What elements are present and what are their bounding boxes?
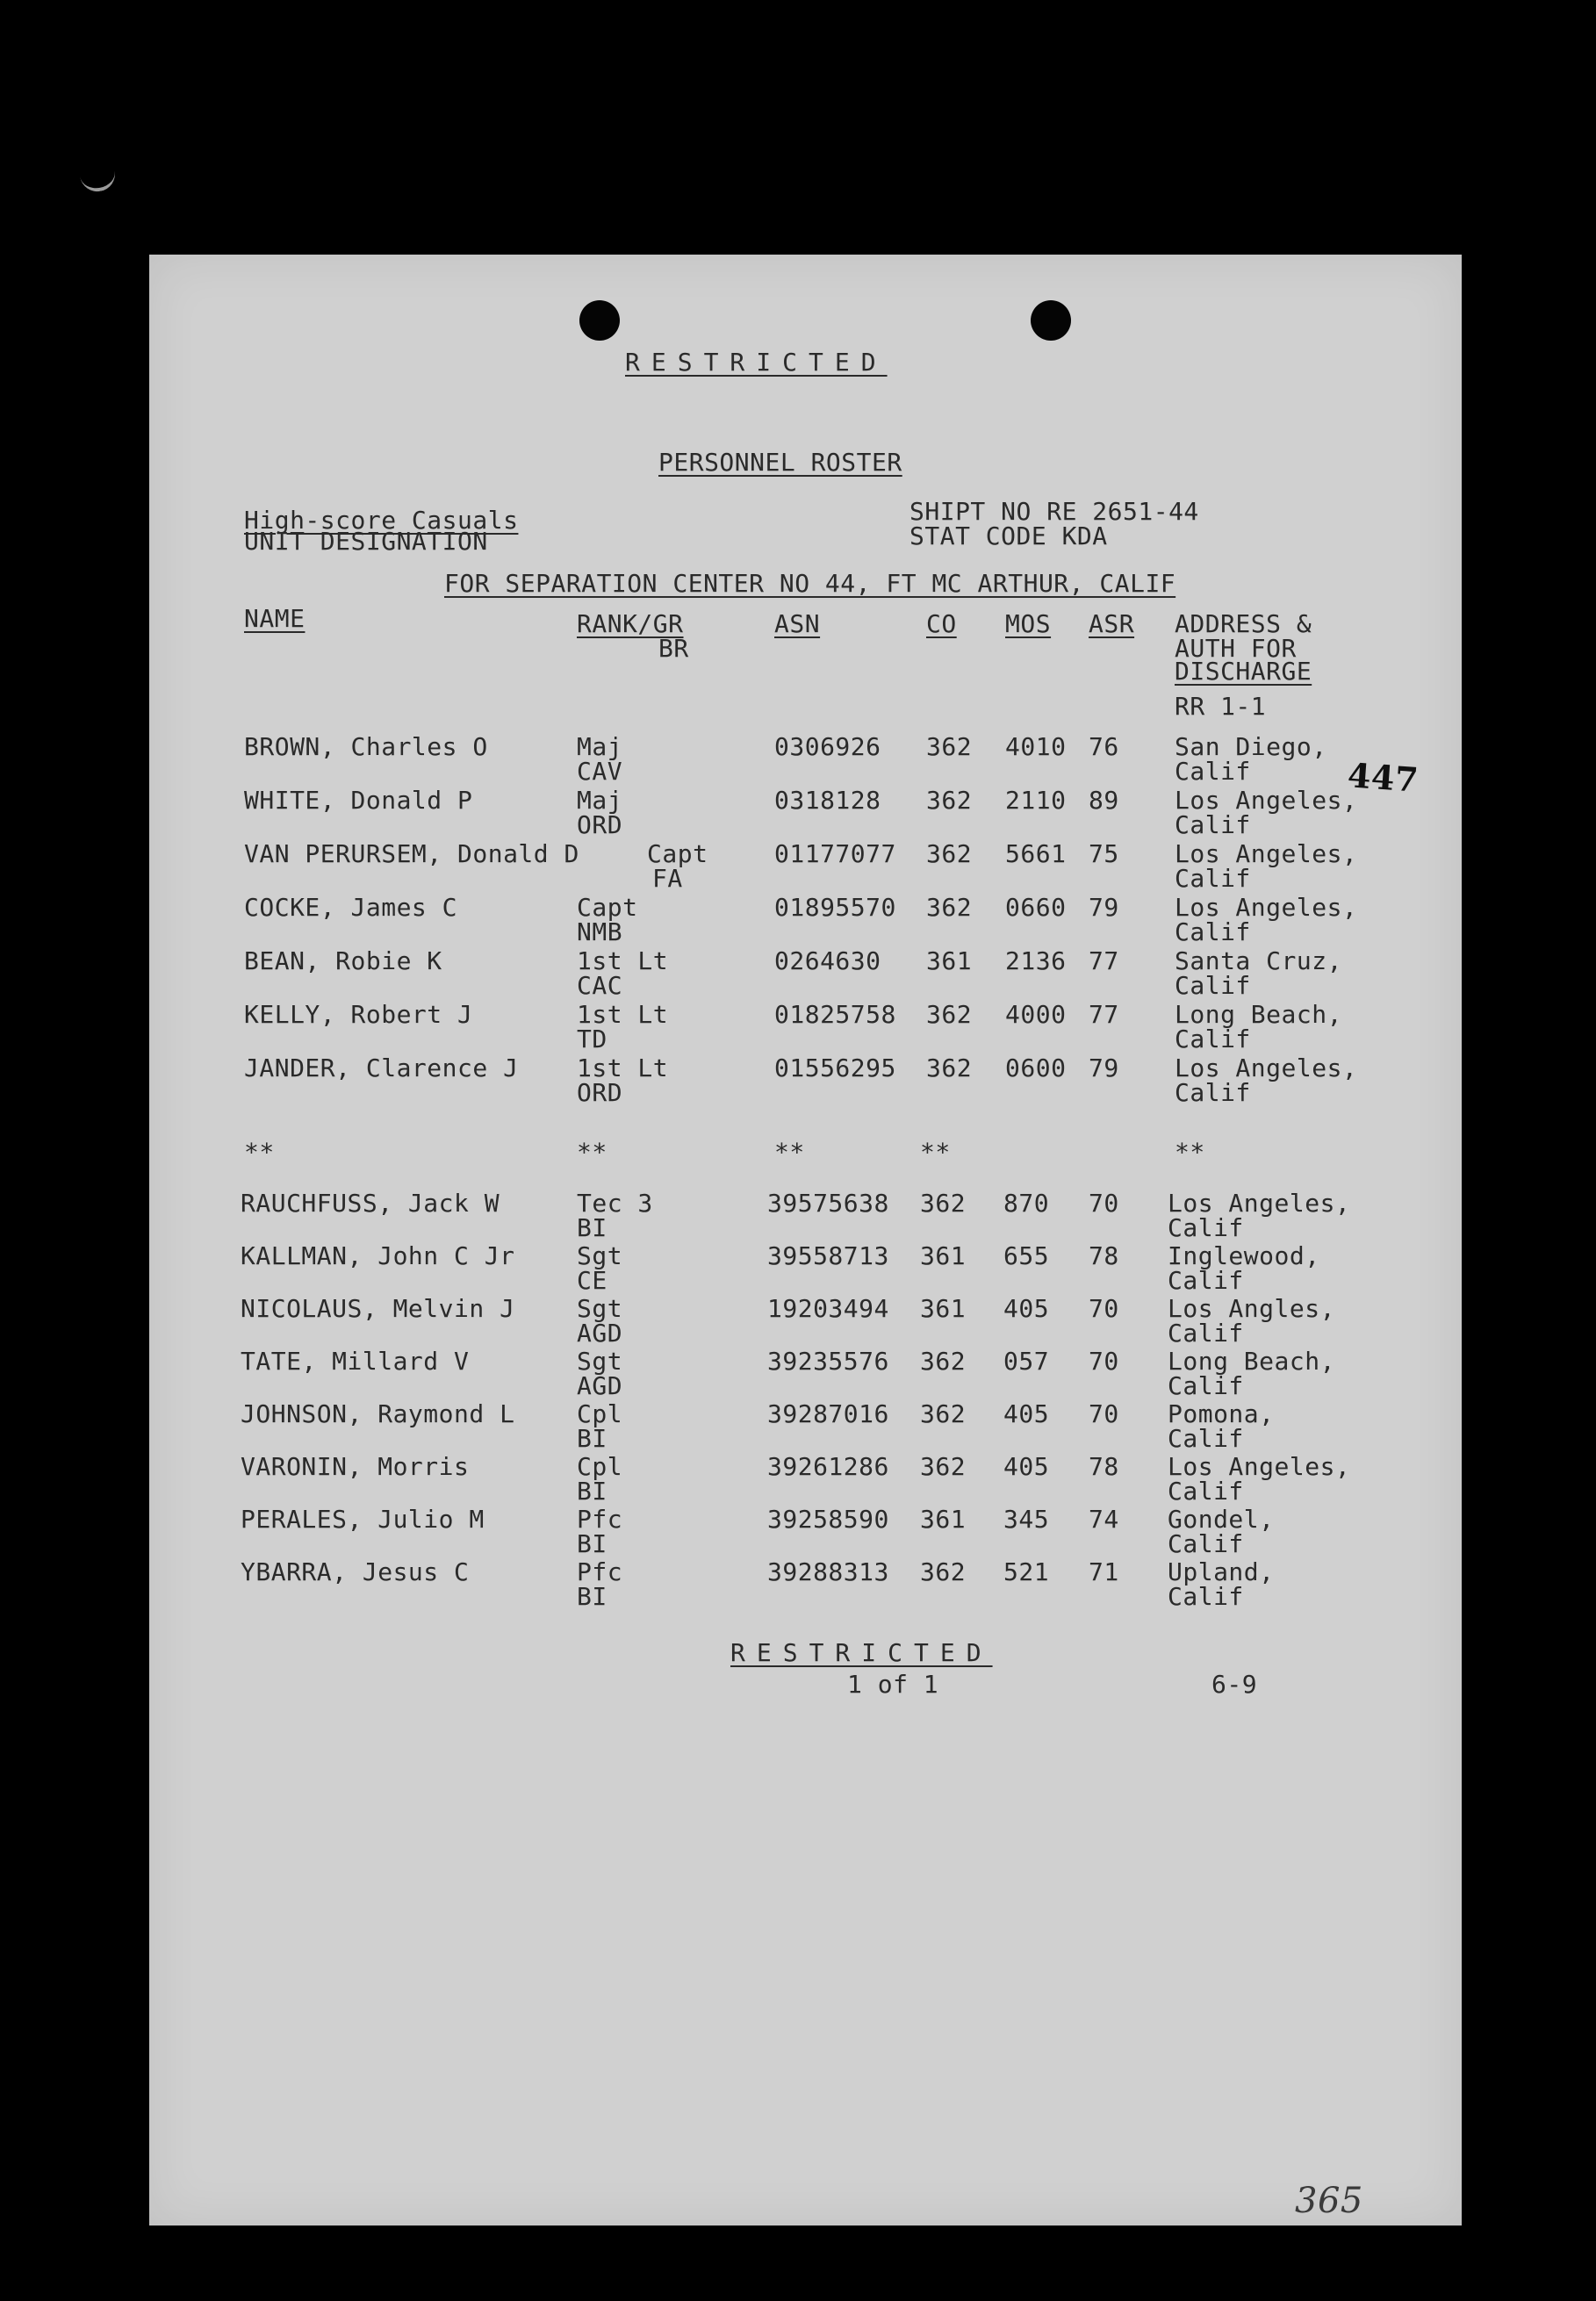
row-mos: 870: [1003, 1189, 1050, 1218]
row-branch: ORD: [577, 810, 623, 839]
row-asn: 39287016: [767, 1399, 889, 1428]
row-name: RAUCHFUSS, Jack W: [241, 1189, 500, 1218]
row-co: 361: [920, 1241, 967, 1270]
row-address-state: Calif: [1175, 1025, 1251, 1053]
row-address-state: Calif: [1175, 1078, 1251, 1107]
page-number: 1 of 1: [847, 1670, 939, 1699]
row-address-state: Calif: [1168, 1582, 1244, 1611]
row-asr: 79: [1089, 893, 1119, 922]
row-mos: 655: [1003, 1241, 1050, 1270]
row-rank: Sgt: [577, 1294, 623, 1323]
row-asn: 0306926: [774, 732, 881, 761]
row-co: 361: [920, 1505, 967, 1534]
row-address-state: Calif: [1175, 971, 1251, 1000]
row-address-state: Calif: [1175, 864, 1251, 893]
row-asr: 71: [1089, 1557, 1119, 1586]
punch-hole: [1031, 300, 1071, 341]
row-asr: 70: [1089, 1347, 1119, 1376]
row-rank: Cpl: [577, 1399, 623, 1428]
row-asn: 39261286: [767, 1452, 889, 1481]
row-asr: 79: [1089, 1053, 1119, 1082]
separator-mark: **: [577, 1138, 607, 1167]
separator-mark: **: [1175, 1138, 1205, 1167]
row-address-city: Los Angeles,: [1175, 786, 1358, 815]
col-authority: RR 1-1: [1175, 692, 1267, 721]
row-name: WHITE, Donald P: [244, 786, 473, 815]
row-rank: Maj: [577, 732, 623, 761]
row-asr: 89: [1089, 786, 1119, 815]
row-rank: Tec 3: [577, 1189, 653, 1218]
row-address-city: Santa Cruz,: [1175, 946, 1342, 975]
row-co: 362: [926, 839, 973, 868]
row-address-city: Pomona,: [1168, 1399, 1275, 1428]
form-code: 6-9: [1211, 1670, 1258, 1699]
row-mos: 5661: [1005, 839, 1067, 868]
col-asn: ASN: [774, 609, 821, 638]
row-asr: 76: [1089, 732, 1119, 761]
row-branch: BI: [577, 1477, 607, 1506]
row-rank: 1st Lt: [577, 1053, 669, 1082]
row-address-state: Calif: [1168, 1424, 1244, 1453]
row-rank: Capt: [647, 839, 708, 868]
row-address-city: Upland,: [1168, 1557, 1275, 1586]
separator-mark: **: [920, 1138, 951, 1167]
col-asr: ASR: [1089, 609, 1135, 638]
row-branch: CAV: [577, 757, 623, 786]
row-name: JANDER, Clarence J: [244, 1053, 519, 1082]
unit-label: UNIT DESIGNATION: [244, 527, 488, 556]
row-mos: 405: [1003, 1452, 1050, 1481]
row-mos: 057: [1003, 1347, 1050, 1376]
classification-bottom: RESTRICTED: [730, 1638, 993, 1667]
document-title: PERSONNEL ROSTER: [658, 448, 902, 477]
row-address-city: Long Beach,: [1175, 1000, 1342, 1029]
row-rank: Capt: [577, 893, 638, 922]
row-branch: TD: [577, 1025, 607, 1053]
row-asn: 19203494: [767, 1294, 889, 1323]
row-co: 361: [920, 1294, 967, 1323]
row-mos: 2110: [1005, 786, 1067, 815]
col-address-3: DISCHARGE: [1175, 657, 1312, 686]
separator-mark: **: [774, 1138, 805, 1167]
separator-mark: **: [244, 1138, 275, 1167]
row-co: 362: [926, 786, 973, 815]
col-rank-gr: RANK/GR: [577, 609, 684, 638]
row-address-state: Calif: [1175, 917, 1251, 946]
row-name: JOHNSON, Raymond L: [241, 1399, 515, 1428]
row-branch: AGD: [577, 1319, 623, 1348]
col-address-2: AUTH FOR: [1175, 634, 1297, 663]
shipment-number: SHIPT NO RE 2651-44: [909, 497, 1199, 526]
row-asr: 78: [1089, 1452, 1119, 1481]
handwritten-page-number: 365: [1295, 2181, 1363, 2221]
row-branch: ORD: [577, 1078, 623, 1107]
destination: FOR SEPARATION CENTER NO 44, FT MC ARTHUR, CALIF: [444, 569, 1176, 598]
col-mos: MOS: [1005, 609, 1052, 638]
row-asn: 39558713: [767, 1241, 889, 1270]
row-asr: 70: [1089, 1294, 1119, 1323]
row-address-city: Gondel,: [1168, 1505, 1275, 1534]
row-asn: 39258590: [767, 1505, 889, 1534]
row-address-state: Calif: [1175, 810, 1251, 839]
col-br: BR: [658, 634, 689, 663]
row-name: COCKE, James C: [244, 893, 458, 922]
row-address-city: Los Angeles,: [1175, 839, 1358, 868]
row-address-city: Los Angeles,: [1168, 1452, 1351, 1481]
row-name: BEAN, Robie K: [244, 946, 442, 975]
row-co: 361: [926, 946, 973, 975]
scan-edge-mark: [79, 164, 118, 195]
row-rank: Pfc: [577, 1505, 623, 1534]
roster-page: [149, 255, 1462, 2225]
row-branch: CE: [577, 1266, 607, 1295]
row-co: 362: [926, 1053, 973, 1082]
row-address-state: Calif: [1168, 1319, 1244, 1348]
row-address-state: Calif: [1168, 1529, 1244, 1558]
classification-top: RESTRICTED: [625, 348, 888, 377]
row-asn: 0264630: [774, 946, 881, 975]
row-rank: Maj: [577, 786, 623, 815]
row-asr: 70: [1089, 1189, 1119, 1218]
row-co: 362: [926, 893, 973, 922]
stat-code: STAT CODE KDA: [909, 521, 1108, 550]
row-address-city: San Diego,: [1175, 732, 1327, 761]
row-co: 362: [920, 1189, 967, 1218]
row-name: YBARRA, Jesus C: [241, 1557, 470, 1586]
row-address-city: Los Angeles,: [1175, 1053, 1358, 1082]
row-branch: AGD: [577, 1371, 623, 1400]
row-branch: BI: [577, 1424, 607, 1453]
row-name: VARONIN, Morris: [241, 1452, 470, 1481]
row-name: NICOLAUS, Melvin J: [241, 1294, 515, 1323]
row-address-state: Calif: [1168, 1266, 1244, 1295]
row-mos: 0600: [1005, 1053, 1067, 1082]
row-rank: Cpl: [577, 1452, 623, 1481]
row-asn: 39575638: [767, 1189, 889, 1218]
row-name: KELLY, Robert J: [244, 1000, 473, 1029]
row-asn: 01895570: [774, 893, 896, 922]
row-asn: 01177077: [774, 839, 896, 868]
row-mos: 345: [1003, 1505, 1050, 1534]
row-address-city: Inglewood,: [1168, 1241, 1320, 1270]
row-address-city: Long Beach,: [1168, 1347, 1335, 1376]
row-address-city: Los Angeles,: [1175, 893, 1358, 922]
row-co: 362: [926, 1000, 973, 1029]
row-address-state: Calif: [1168, 1371, 1244, 1400]
row-mos: 4010: [1005, 732, 1067, 761]
row-name: TATE, Millard V: [241, 1347, 470, 1376]
stamped-number: 447: [1346, 755, 1420, 800]
row-name: BROWN, Charles O: [244, 732, 488, 761]
row-branch: BI: [577, 1529, 607, 1558]
row-mos: 0660: [1005, 893, 1067, 922]
col-address-1: ADDRESS &: [1175, 609, 1312, 638]
row-address-state: Calif: [1168, 1477, 1244, 1506]
row-asn: 39288313: [767, 1557, 889, 1586]
row-co: 362: [920, 1399, 967, 1428]
unit-name: High-score Casuals: [244, 506, 519, 535]
row-name: PERALES, Julio M: [241, 1505, 485, 1534]
row-mos: 405: [1003, 1399, 1050, 1428]
row-rank: Pfc: [577, 1557, 623, 1586]
row-address-city: Los Angeles,: [1168, 1189, 1351, 1218]
row-mos: 2136: [1005, 946, 1067, 975]
row-rank: Sgt: [577, 1241, 623, 1270]
row-co: 362: [920, 1452, 967, 1481]
row-asr: 75: [1089, 839, 1119, 868]
row-mos: 405: [1003, 1294, 1050, 1323]
row-asn: 01825758: [774, 1000, 896, 1029]
row-asn: 0318128: [774, 786, 881, 815]
row-asr: 77: [1089, 1000, 1119, 1029]
row-mos: 521: [1003, 1557, 1050, 1586]
row-asn: 01556295: [774, 1053, 896, 1082]
row-rank: 1st Lt: [577, 946, 669, 975]
row-asr: 78: [1089, 1241, 1119, 1270]
row-name: KALLMAN, John C Jr: [241, 1241, 515, 1270]
row-branch: BI: [577, 1582, 607, 1611]
row-rank: Sgt: [577, 1347, 623, 1376]
row-branch: FA: [652, 864, 683, 893]
row-address-state: Calif: [1168, 1213, 1244, 1242]
row-asn: 39235576: [767, 1347, 889, 1376]
col-co: CO: [926, 609, 957, 638]
row-co: 362: [926, 732, 973, 761]
row-asr: 70: [1089, 1399, 1119, 1428]
row-co: 362: [920, 1347, 967, 1376]
row-co: 362: [920, 1557, 967, 1586]
punch-hole: [579, 300, 620, 341]
row-address-state: Calif: [1175, 757, 1251, 786]
row-branch: CAC: [577, 971, 623, 1000]
row-asr: 74: [1089, 1505, 1119, 1534]
row-rank: 1st Lt: [577, 1000, 669, 1029]
row-branch: NMB: [577, 917, 623, 946]
row-name: VAN PERURSEM, Donald D: [244, 839, 579, 868]
row-asr: 77: [1089, 946, 1119, 975]
row-address-city: Los Angles,: [1168, 1294, 1335, 1323]
col-name: NAME: [244, 604, 306, 633]
row-branch: BI: [577, 1213, 607, 1242]
row-mos: 4000: [1005, 1000, 1067, 1029]
